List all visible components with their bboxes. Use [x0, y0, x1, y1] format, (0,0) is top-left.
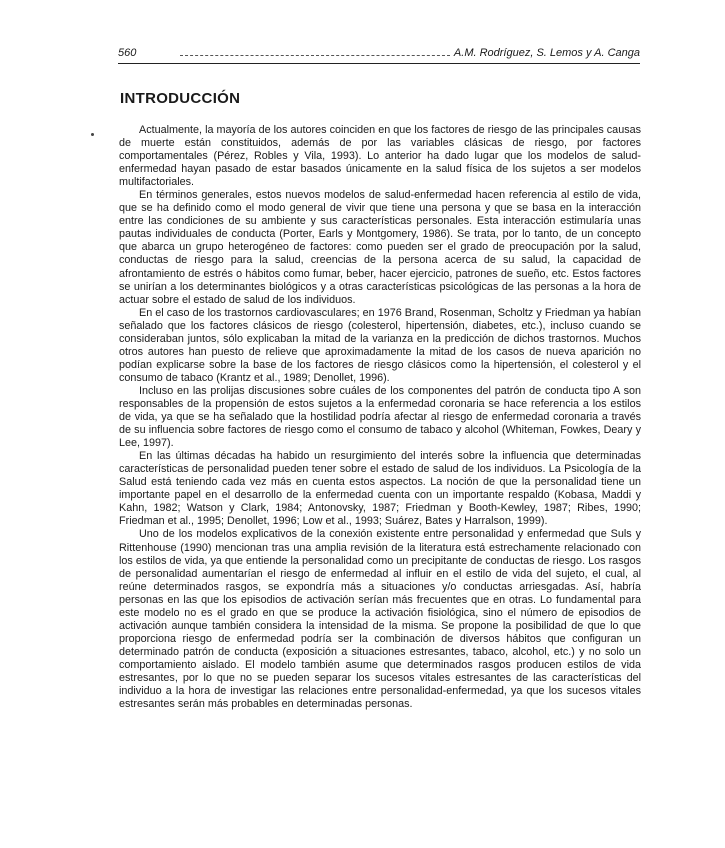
- paragraph: En las últimas décadas ha habido un resurgimiento del interés sobre la influencia que determinadas características de personalidad pueden tener sobre el estado de salud de los individuos. La Psicología de la Salud está teniendo cada vez más en cuenta estos aspectos. La noción de que la personalidad tiene un importante papel en el desarrollo de la enfermedad cuenta con un importante respaldo (Kobasa, Maddi y Kahn, 1982; Watson y Clark, 1984; Antonovsky, 1987; Friedman y Booth-Kewley, 1987; Ribes, 1990; Friedman et al., 1995; Denollet, 1996; Low et al., 1993; Suárez, Bates y Harralson, 1999).: [119, 450, 641, 528]
- paragraph: Uno de los modelos explicativos de la conexión existente entre personalidad y enfermedad que Suls y Rittenhouse (1990) mencionan tras una amplia revisión de la literatura está estrechamente relacionado con los estilos de vida, ya que entiende la personalidad como un precipitante de conductas de riesgo. Los rasgos de personalidad aumentarían el riesgo de enfermedad al influir en el estilo de vida del sujeto, el cual, al reúne determinados rasgos, se expondría más a situaciones y/o conductas arriesgadas. Así, habría personas en las que los episodios de activación serían más frecuentes que en otras. Lo fundamental para este modelo no es el grado en que se produce la activación fisiológica, sino el número de episodios de activación aunque también considera la intensidad de la misma. Se propone la posibilidad de que lo que proporciona riesgo de enfermedad podría ser la combinación de diversos hábitos que configuran un determinado patrón de conducta (exposición a situaciones estresantes, tabaco, alcohol, etc.) y no solo un comportamiento aislado. El modelo también asume que determinados rasgos producen estilos de vida estresantes, por lo que no se pueden separar los sucesos vitales estresantes de las características del individuo a la hora de investigar las relaciones entre personalidad-enfermedad, ya que los sucesos vitales estresantes serán más probables en determinadas personas.: [119, 528, 641, 711]
- body-text: [119, 124, 641, 711]
- running-header: [118, 47, 640, 64]
- margin-mark: [91, 133, 94, 136]
- paragraph: Actualmente, la mayoría de los autores coinciden en que los factores de riesgo de las principales causas de muerte están constituidos, además de por las variables clásicas de riesgo, por factores comportamentales (Pérez, Robles y Vila, 1993). Lo anterior ha dado lugar que los modelos de salud-enfermedad hayan pasado de estar basados únicamente en la salud física de los sujetos a ser modelos multifactoriales.: [119, 124, 641, 189]
- header-divider: [180, 55, 450, 56]
- section-title: INTRODUCCIÓN: [120, 90, 241, 107]
- paragraph: En el caso de los trastornos cardiovasculares; en 1976 Brand, Rosenman, Scholtz y Friedman ya habían señalado que los factores clásicos de riesgo (colesterol, hipertensión, diabetes, etc.), incluso cuando se consideraban juntos, sólo explicaban la mitad de la varianza en la predicción de dichos trastornos. Muchos otros autores han puesto de relieve que aproximadamente la mitad de los casos de nueva aparición no podían explicarse sobre la base de los factores de riesgo clásicos como la hipertensión, el colesterol y el consumo de tabaco (Krantz et al., 1989; Denollet, 1996).: [119, 306, 641, 384]
- paragraph: En términos generales, estos nuevos modelos de salud-enfermedad hacen referencia al estilo de vida, que se ha definido como el modo general de vivir que tiene una persona y que se basa en la interacción entre las condiciones de su ambiente y sus características personales. Esta interacción estimularía unas pautas individuales de conducta (Porter, Earls y Montgomery, 1986). Se trata, por lo tanto, de un concepto que abarca un grupo heterogéneo de factores: como pueden ser el grado de preocupación por la salud, conductas de riesgo para la salud, creencias de la persona acerca de su salud, la capacidad de afrontamiento de estrés o hábitos como fumar, beber, hacer ejercicio, patrones de sueño, etc. Estos factores se unirían a los determinantes biológicos y a otras características psicológicas de las personas a la hora de actuar sobre el estado de salud de los individuos.: [119, 189, 641, 306]
- paragraph: Incluso en las prolijas discusiones sobre cuáles de los componentes del patrón de conducta tipo A son responsables de la propensión de estos sujetos a la enfermedad coronaria se hace referencia a los estilos de vida, ya que se ha señalado que la hostilidad podría afectar al riesgo de enfermedad coronaria a través de su influencia sobre factores de riesgo como el consumo de tabaco y alcohol (Whiteman, Fowkes, Deary y Lee, 1997).: [119, 384, 641, 450]
- running-authors: A.M. Rodríguez, S. Lemos y A. Canga: [453, 47, 640, 59]
- page-number: 560: [118, 47, 137, 59]
